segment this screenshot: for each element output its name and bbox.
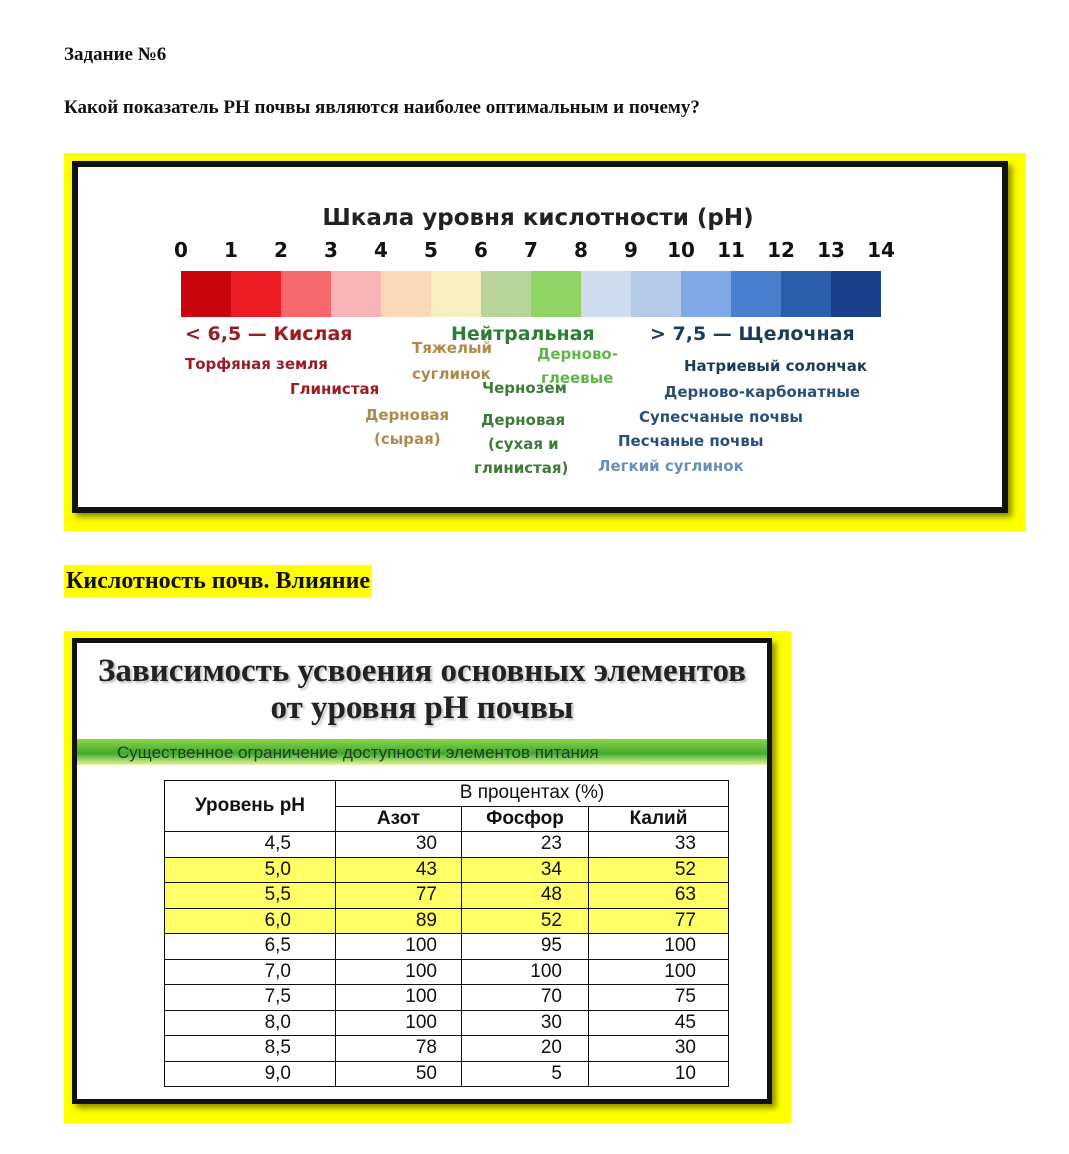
nitrogen-cell: 100 (336, 959, 462, 985)
phosphorus-cell: 5 (462, 1061, 589, 1087)
ph-scale-figure (64, 153, 1026, 531)
soil-peat: Торфяная земля (185, 355, 328, 373)
soil-clay: Глинистая (290, 380, 380, 398)
table-figure-title-line: от уровня рН почвы (270, 690, 574, 726)
ph-color-segment (681, 271, 731, 317)
nutrient-table (164, 780, 729, 1087)
ph-color-segment (531, 271, 581, 317)
nitrogen-cell: 100 (336, 1010, 462, 1036)
table-row (165, 857, 729, 883)
table-row (165, 1061, 729, 1087)
ph-cell: 9,0 (165, 1061, 336, 1087)
phosphorus-cell: 70 (462, 985, 589, 1011)
table-row (165, 832, 729, 858)
soil-sod-raw: Дерновая (365, 406, 450, 424)
ph-tick: 11 (717, 238, 745, 262)
nitrogen-cell: 43 (336, 857, 462, 883)
task-title: Задание №6 (64, 44, 167, 65)
nitrogen-cell: 30 (336, 832, 462, 858)
header-phosphorus: Фосфор (462, 806, 589, 832)
ph-tick: 12 (767, 238, 795, 262)
ph-tick: 1 (224, 238, 238, 262)
table-row (165, 908, 729, 934)
nitrogen-cell: 100 (336, 985, 462, 1011)
soil-chernozem: Чернозем (482, 379, 567, 397)
soil-heavy-loam: суглинок (412, 365, 491, 383)
alkaline-label: > 7,5 — Щелочная (650, 323, 855, 345)
ph-tick: 7 (524, 238, 538, 262)
soil-sod-gley: Дерново- (537, 345, 618, 363)
nitrogen-cell: 50 (336, 1061, 462, 1087)
nutrient-table-panel (72, 638, 772, 1104)
ph-color-segment (581, 271, 631, 317)
soil-sod-dry: (сухая и (488, 435, 559, 453)
ph-cell: 4,5 (165, 832, 336, 858)
potassium-cell: 52 (589, 857, 729, 883)
potassium-cell: 100 (589, 959, 729, 985)
soil-sod-dry: Дерновая (481, 411, 566, 429)
ph-cell: 8,0 (165, 1010, 336, 1036)
ph-tick: 3 (324, 238, 338, 262)
phosphorus-cell: 100 (462, 959, 589, 985)
ph-cell: 8,5 (165, 1036, 336, 1062)
ph-color-segment (281, 271, 331, 317)
header-potassium: Калий (589, 806, 729, 832)
header-group: В процентах (%) (336, 781, 729, 807)
table-body (165, 832, 729, 1087)
phosphorus-cell: 48 (462, 883, 589, 909)
task-question: Какой показатель РН почвы являются наиболее оптимальным и почему? (64, 97, 700, 118)
neutral-label: Нейтральная (451, 323, 595, 345)
table-row (165, 1010, 729, 1036)
potassium-cell: 75 (589, 985, 729, 1011)
potassium-cell: 10 (589, 1061, 729, 1087)
ph-color-segment (831, 271, 881, 317)
ph-color-segment (631, 271, 681, 317)
table-row (165, 959, 729, 985)
phosphorus-cell: 52 (462, 908, 589, 934)
potassium-cell: 45 (589, 1010, 729, 1036)
ph-tick: 10 (667, 238, 695, 262)
table-figure-title-line: Зависимость усвоения основных элементов (98, 653, 746, 689)
ph-tick: 14 (867, 238, 895, 262)
ph-tick: 6 (474, 238, 488, 262)
ph-color-segment (781, 271, 831, 317)
ph-tick: 13 (817, 238, 845, 262)
phosphorus-cell: 30 (462, 1010, 589, 1036)
ph-tick: 9 (624, 238, 638, 262)
green-strip-note: Существенное ограничение доступности элементов питания (117, 743, 599, 762)
ph-color-segment (181, 271, 231, 317)
ph-cell: 7,5 (165, 985, 336, 1011)
potassium-cell: 100 (589, 934, 729, 960)
soil-heavy-loam: Тяжелый (412, 339, 493, 357)
soil-sod-gley: глеевые (541, 369, 614, 387)
section-title: Кислотность почв. Влияние (64, 565, 372, 597)
phosphorus-cell: 34 (462, 857, 589, 883)
nitrogen-cell: 89 (336, 908, 462, 934)
ph-cell: 5,5 (165, 883, 336, 909)
ph-tick: 4 (374, 238, 388, 262)
nitrogen-cell: 77 (336, 883, 462, 909)
ph-tick: 8 (574, 238, 588, 262)
soil-light-loam: Легкий суглинок (598, 457, 744, 475)
soil-sod-raw: (сырая) (374, 430, 441, 448)
header-nitrogen: Азот (336, 806, 462, 832)
potassium-cell: 30 (589, 1036, 729, 1062)
ph-color-segment (731, 271, 781, 317)
table-row (165, 1036, 729, 1062)
nitrogen-cell: 78 (336, 1036, 462, 1062)
soil-solonchak: Натриевый солончак (684, 357, 868, 375)
nitrogen-cell: 100 (336, 934, 462, 960)
soil-sandy: Песчаные почвы (618, 432, 764, 450)
phosphorus-cell: 23 (462, 832, 589, 858)
phosphorus-cell: 95 (462, 934, 589, 960)
soil-sod-carbonate: Дерново-карбонатные (664, 383, 861, 401)
table-row (165, 985, 729, 1011)
ph-color-segment (331, 271, 381, 317)
ph-color-segment (481, 271, 531, 317)
table-row (165, 883, 729, 909)
potassium-cell: 33 (589, 832, 729, 858)
ph-tick: 2 (274, 238, 288, 262)
table-figure-title (57, 653, 787, 727)
table-row (165, 934, 729, 960)
ph-color-segment (431, 271, 481, 317)
header-ph: Уровень рН (165, 781, 336, 832)
soil-sod-dry: глинистая) (474, 459, 569, 477)
nutrient-table-figure (64, 631, 791, 1123)
ph-tick: 0 (174, 238, 188, 262)
ph-scale-panel (72, 161, 1008, 513)
soil-sandy-loam: Супесчаные почвы (639, 408, 803, 426)
ph-cell: 6,0 (165, 908, 336, 934)
phosphorus-cell: 20 (462, 1036, 589, 1062)
potassium-cell: 77 (589, 908, 729, 934)
ph-cell: 6,5 (165, 934, 336, 960)
ph-tick: 5 (424, 238, 438, 262)
ph-scale-title: Шкала уровня кислотности (pH) (322, 205, 754, 231)
ph-cell: 5,0 (165, 857, 336, 883)
ph-cell: 7,0 (165, 959, 336, 985)
ph-color-segment (231, 271, 281, 317)
potassium-cell: 63 (589, 883, 729, 909)
acid-label: < 6,5 — Кислая (185, 323, 353, 345)
ph-color-bar (181, 271, 881, 317)
ph-color-segment (381, 271, 431, 317)
